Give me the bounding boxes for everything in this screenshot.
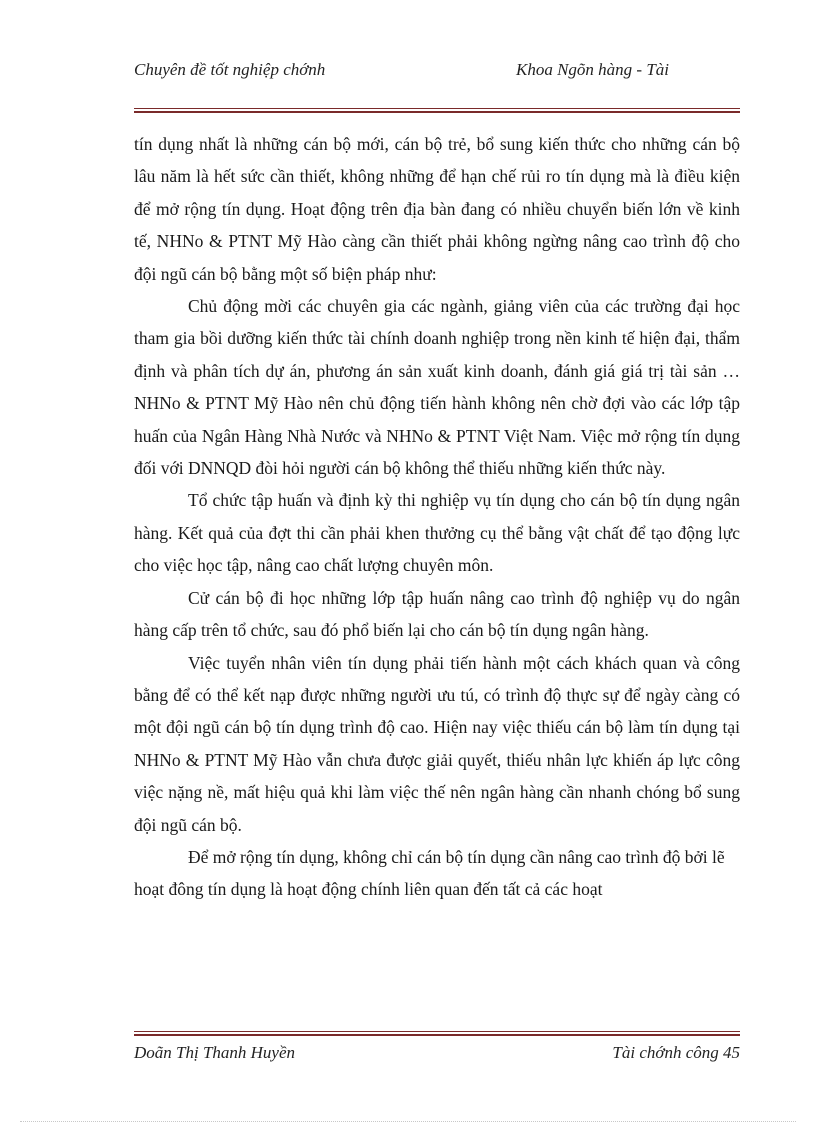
header-rule	[134, 108, 740, 113]
paragraph: Để mở rộng tín dụng, không chỉ cán bộ tín dụng cần nâng cao trình độ bởi lẽ hoạt đông tín dụng là hoạt động chính liên quan đến tất cả các hoạt	[134, 846, 725, 900]
footer-rule	[134, 1031, 740, 1036]
header-faculty: Khoa Ngõn hàng - Tài	[516, 60, 670, 79]
header-course-title: Chuyên đề tốt nghiệp chớnh	[134, 60, 326, 79]
footer-class-page: Tài chớnh công 45	[612, 1043, 740, 1062]
page-footer	[134, 1040, 740, 1066]
paragraph: Chủ động mời các chuyên gia các ngành, giảng viên của các trường đại học tham gia bồi dưỡng kiến thức tài chính doanh nghiệp trong nền kinh tế hiện đại, thẩm định và phân tích dự án, phương án sản xuất kinh doanh, đánh giá giá trị tài sản …NHNo & PTNT Mỹ Hào nên chủ động tiến hành không nên chờ đợi vào các lớp tập huấn của Ngân Hàng Nhà Nước và NHNo & PTNT Việt Nam. Việc mở rộng tín dụng đối với DNNQD đòi hỏi người cán bộ không thể thiếu những kiến thức này.	[134, 296, 740, 479]
paragraph: tín dụng nhất là những cán bộ mới, cán bộ trẻ, bổ sung kiến thức cho những cán bộ lâu năm là hết sức cần thiết, không những để hạn chế rủi ro tín dụng mà là điều kiện để mở rộng tín dụng. Hoạt động trên địa bàn đang có nhiều chuyển biến lớn về kinh tế, NHNo & PTNT Mỹ Hào càng cần thiết phải không ngừng nâng cao trình độ cho đội ngũ cán bộ bằng một số biện pháp như:	[134, 134, 740, 284]
body-text	[134, 128, 740, 906]
paragraph: Việc tuyển nhân viên tín dụng phải tiến hành một cách khách quan và công bằng để có thể kết nạp được những người ưu tú, có trình độ thực sự để ngày càng có một đội ngũ cán bộ tín dụng trình độ cao. Hiện nay việc thiếu cán bộ làm tín dụng tại NHNo & PTNT Mỹ Hào vẫn chưa được giải quyết, thiếu nhân lực khiến áp lực công việc nặng nề, mất hiệu quả khi làm việc thế nên ngân hàng cần nhanh chóng bổ sung đội ngũ cán bộ.	[134, 652, 740, 835]
paragraph: Tổ chức tập huấn và định kỳ thi nghiệp vụ tín dụng cho cán bộ tín dụng ngân hàng. Kết quả của đợt thi cần phải khen thưởng cụ thể bằng vật chất để tạo động lực cho việc học tập, nâng cao chất lượng chuyên môn.	[134, 490, 740, 576]
page-edge-divider	[20, 1121, 796, 1122]
footer-author: Doãn Thị Thanh Huyền	[134, 1043, 296, 1062]
paragraph: Cử cán bộ đi học những lớp tập huấn nâng cao trình độ nghiệp vụ do ngân hàng cấp trên tổ chức, sau đó phổ biến lại cho cán bộ tín dụng ngân hàng.	[134, 587, 740, 641]
page-header	[134, 58, 740, 108]
